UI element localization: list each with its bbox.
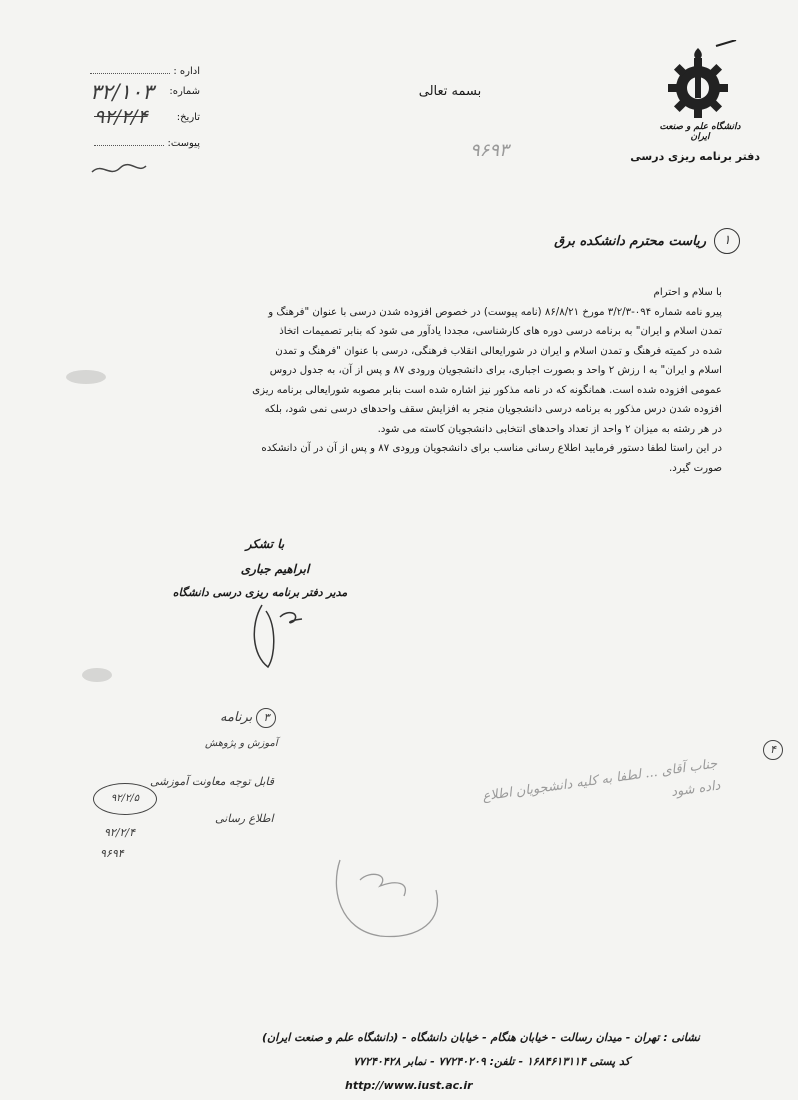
body-line-2: تمدن اسلام و ایران" به برنامه درسی دوره های کارشناسی، مجددا یادآور می شود که بنابر تصمیمات اتخاذ — [279, 326, 722, 337]
footer-contact: کد پستی ۱۶۸۴۶۱۳۱۱۴ - تلفن: ۷۷۲۴۰۲۰۹ - نمابر ۷۷۲۴۰۴۲۸ — [353, 1055, 630, 1068]
body-line-4: اسلام و ایران" به ا رزش ۲ واحد و بصورت اجباری، برای دانشجویان ورودی ۸۷ و پس از آن، به جدول دروس — [269, 365, 722, 376]
body-line-3: شده در کمیته فرهنگ و تمدن اسلام و ایران در شورایعالی انقلاب فرهنگی، درسی با عنوان "فرهنگ و تمدن — [275, 345, 722, 357]
university-logo-icon — [658, 40, 738, 120]
annotation-circle-b: ۴ — [763, 740, 783, 760]
body-line-8: در این راستا لطفا دستور فرمایید اطلاع رسانی مناسب برای دانشجویان ورودی ۸۷ و پس از آن در آن دانشکده — [261, 443, 722, 454]
addressee-text: ریاست محترم دانشکده برق — [554, 233, 706, 249]
footer-address: نشانی : تهران - میدان رسالت - خیابان هنگام - خیابان دانشگاه - (دانشگاه علم و صنعت ایران) — [261, 1031, 700, 1044]
annotation-circle-c: ۹۲/۲/۵ — [93, 783, 157, 815]
annotation-line-1: برنامه ۳ — [220, 708, 276, 728]
body-line-1: پیرو نامه شماره ۰۹۴-۳/۲/۳ مورخ ۸۶/۸/۲۱ (نامه پیوست) در خصوص افزوده شدن درسی با عنوان "فرهنگ و — [268, 306, 722, 318]
date-label: تاریخ: — [176, 112, 200, 123]
annotation-circle-a: ۳ — [256, 708, 276, 728]
attachment-scribble — [90, 160, 150, 180]
attachment-label: پیوست: — [167, 138, 200, 149]
footer-website: http://www.iust.ac.ir — [345, 1079, 473, 1092]
signature-scribble — [240, 595, 320, 675]
number-value: ۳۲/۱۰۳ — [90, 80, 154, 104]
invocation: بسمه تعالی — [418, 84, 482, 99]
signature-title: مدیر دفتر برنامه ریزی درسی دانشگاه — [172, 586, 348, 599]
annotation-line-2: آموزش و پژوهش — [205, 738, 278, 749]
signature-thanks: با تشکر — [245, 537, 285, 551]
logo-text: دانشگاه علم و صنعت ایران — [659, 122, 741, 142]
addressee — [430, 228, 740, 254]
body-line-9: صورت گیرد. — [669, 462, 722, 474]
department-label: اداره : — [173, 66, 200, 77]
annotation-code-2: ۹۶۹۴ — [100, 847, 124, 860]
annotation-line-3: قابل توجه معاونت آموزشی — [150, 775, 274, 788]
office-name: دفتر برنامه ریزی درسی — [630, 150, 760, 163]
body-line-6: افزوده شدن درس مذکور به برنامه درسی دانشجویان منجر به افزایش سقف واحدهای درسی نمی شود، بلکه — [264, 404, 722, 415]
annotation-right-note: جناب آقای ... لطفا به کلیه دانشجویان اطلاع داده شود — [481, 756, 722, 805]
annotation-line-4: اطلاع رسانی — [215, 812, 274, 825]
addressee-circle-number: ۱ — [714, 228, 740, 254]
greeting: با سلام و احترام — [653, 287, 722, 298]
annotation-scribble — [320, 840, 460, 950]
body-line-5: عمومی افزوده شده است. همانگونه که در نامه مذکور نیز اشاره شده است بنابر مصوبه شورایعالی برنامه ریزی — [252, 384, 722, 396]
number-label: شماره: — [169, 86, 200, 97]
body-line-7: در هر رشته به میزان ۲ واحد از تعداد واحدهای انتخابی دانشجویان کاسته می شود. — [377, 423, 722, 435]
annotation-code-1: ۹۲/۲/۴ — [104, 826, 136, 839]
date-value: ۹۲/۲/۴ — [94, 106, 148, 128]
corner-note: ۹۶۹۳ — [470, 140, 509, 161]
header-fields — [90, 66, 200, 158]
signature-name: ابراهیم جباری — [240, 562, 310, 576]
punch-hole — [66, 370, 106, 384]
punch-hole — [82, 668, 112, 682]
letter-body — [82, 283, 722, 478]
